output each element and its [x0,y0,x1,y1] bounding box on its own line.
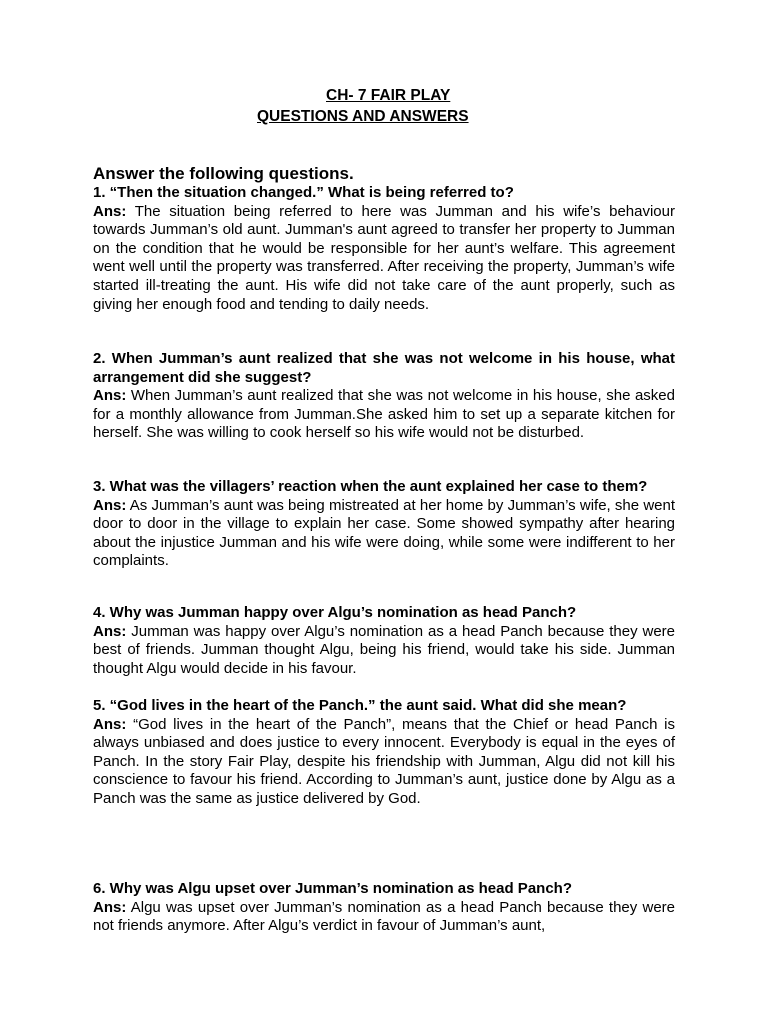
answer-text: When Jumman’s aunt realized that she was not welcome in his house, she asked for a monthly allowance from Jumman.She asked him to set up a separate kitchen for herself. She was willing to cook herself so his wife would not be disturbed. [93,387,675,442]
answer-text: The situation being referred to here was Jumman and his wife’s behaviour towards Jumman’s old aunt. Jumman's aunt agreed to transfer her property to Jumman on the condition that he would be responsible for her aunt’s welfare. This agreement went well until the property was transferred. After receiving the property, Jumman’s wife started ill-treating the aunt. His wife did not take care of the aunt properly, such as giving her enough food and tending to daily needs. [93,202,675,313]
answer-label: Ans: [93,496,127,514]
answer [93,497,675,571]
qa-block [93,350,675,443]
question: 1. “Then the situation changed.” What is being referred to? [93,184,514,201]
question: 4. Why was Jumman happy over Algu’s nomination as head Panch? [93,604,577,621]
qa-block [93,184,675,314]
question: 2. When Jumman’s aunt realized that she was not welcome in his house, what arrangement did she suggest? [93,350,675,386]
answer-label: Ans: [93,202,127,220]
instructions-heading: Answer the following questions. [93,164,354,183]
qa-block [93,604,675,678]
question: 6. Why was Algu upset over Jumman’s nomination as head Panch? [93,880,572,897]
answer-text: “God lives in the heart of the Panch”, means that the Chief or head Panch is always unbiased and does justice to every innocent. Everybody is equal in the eyes of Panch. In the story Fair Play, despite his friendship with Jumman, Algu did not kill his conscience to favour his friend. According to Jumman’s aunt, justice done by Algu as a Panch was the same as justice delivered by God. [93,715,676,807]
answer [93,387,675,443]
answer-text: As Jumman’s aunt was being mistreated at her home by Jumman’s wife, she went door to door in the village to explain her case. Some showed sympathy after hearing about the injustice Jumman and his wife were doing, while some were indifferent to her complaints. [93,496,676,570]
qa-block [93,880,675,936]
answer [93,623,675,679]
question: 5. “God lives in the heart of the Panch.” the aunt said. What did she mean? [93,697,627,714]
answer [93,716,675,809]
answer-label: Ans: [93,387,127,405]
answer-label: Ans: [93,715,127,733]
chapter-title: CH- 7 FAIR PLAY [326,87,451,104]
qa-block [93,478,675,571]
section-subtitle: QUESTIONS AND ANSWERS [257,108,469,125]
qa-block [93,697,675,809]
answer [93,899,675,936]
question: 3. What was the villagers’ reaction when the aunt explained her case to them? [93,478,648,495]
answer-label: Ans: [93,622,127,640]
answer-text: Jumman was happy over Algu’s nomination as a head Panch because they were best of friends. Jumman thought Algu, being his friend, would take his side. Jumman thought Algu would decide in his favour. [93,622,675,677]
answer-text: Algu was upset over Jumman’s nomination as a head Panch because they were not friends anymore. After Algu’s verdict in favour of Jumman’s aunt, [93,898,675,935]
answer [93,203,675,315]
answer-label: Ans: [93,898,127,916]
